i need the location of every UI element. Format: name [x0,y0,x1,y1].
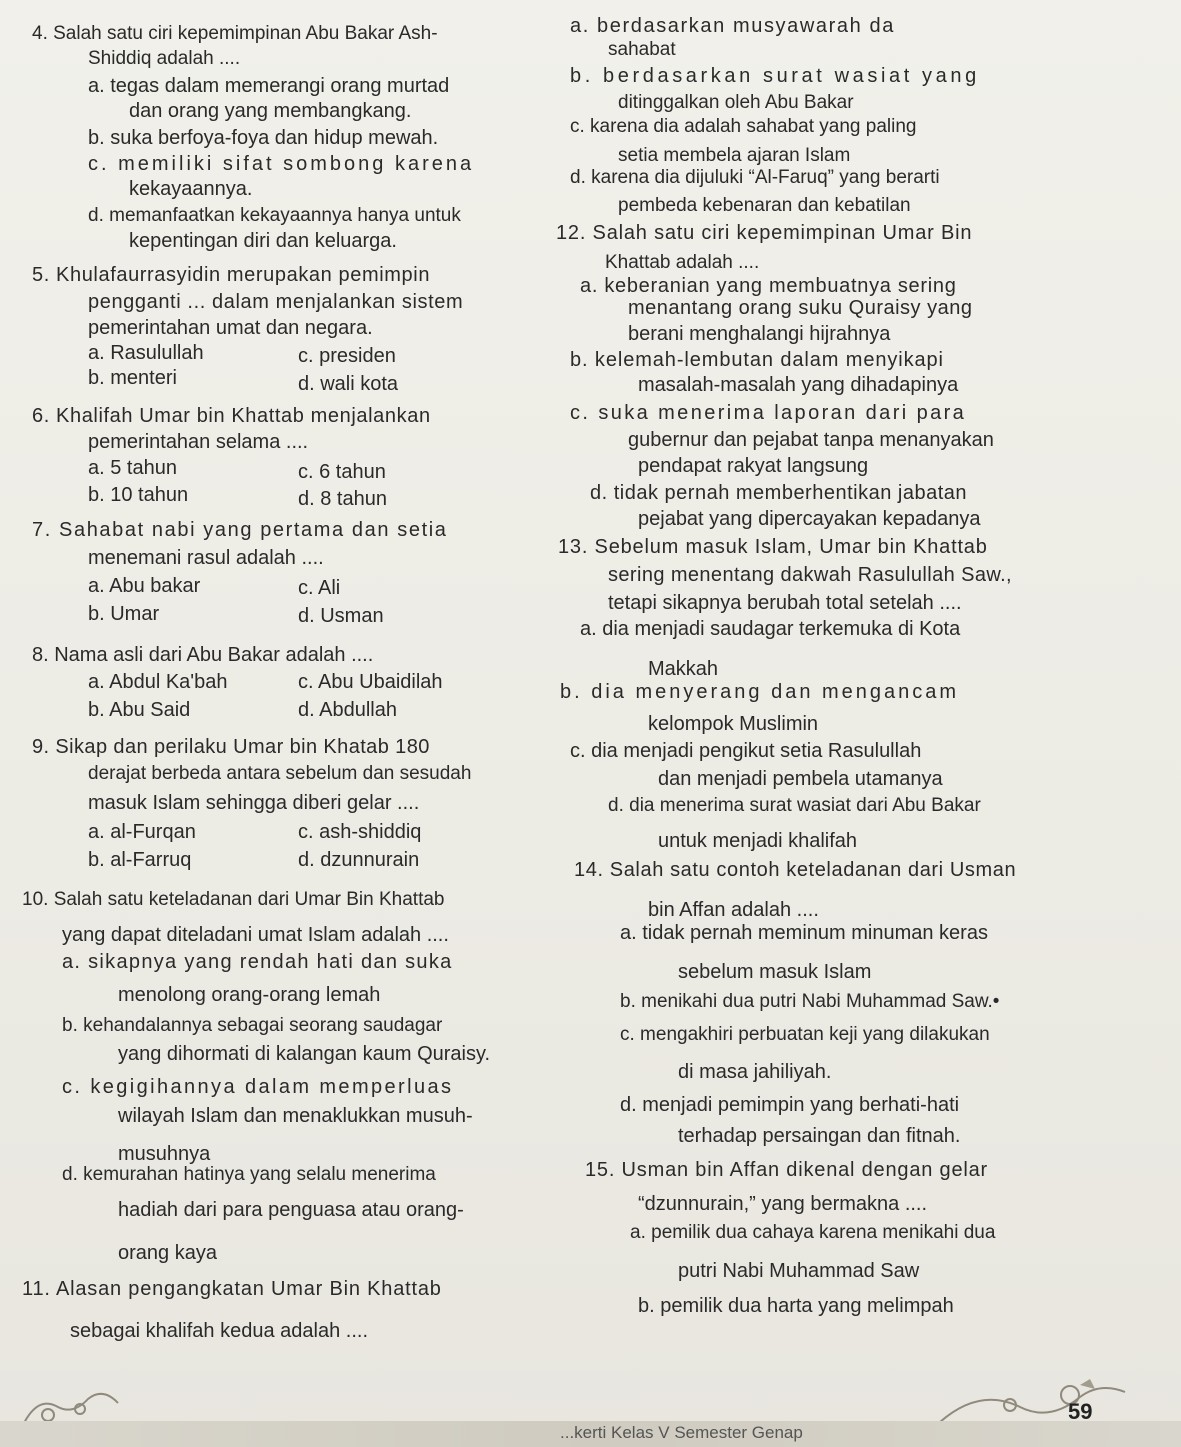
footer-book-title: ...kerti Kelas V Semester Genap [560,1423,803,1442]
question-14-option-c-cont: di masa jahiliyah. [678,1061,832,1083]
question-9-option-b: b. al-Farruq [88,849,192,871]
question-4-option-d-cont: kepentingan diri dan keluarga. [129,230,397,252]
question-5-option-c: c. presiden [298,345,396,367]
question-12-option-b-cont: masalah-masalah yang dihadapinya [638,374,959,396]
question-11-option-d: d. karena dia dijuluki “Al-Faruq” yang berarti [570,167,940,188]
question-13-option-b-cont: kelompok Muslimin [648,713,819,735]
question-12-option-c-cont2: pendapat rakyat langsung [638,455,869,477]
question-7-stem: 7. Sahabat nabi yang pertama dan setia [32,519,448,541]
question-10-option-b-cont: yang dihormati di kalangan kaum Quraisy. [118,1043,491,1065]
question-11-option-b-cont: ditinggalkan oleh Abu Bakar [618,92,854,113]
question-11-option-d-cont: pembeda kebenaran dan kebatilan [618,195,911,216]
question-14-option-b: b. menikahi dua putri Nabi Muhammad Saw.• [620,991,1000,1012]
question-10-stem: 10. Salah satu keteladanan dari Umar Bin Khattab [22,889,445,910]
question-9-option-c: c. ash-shiddiq [298,821,422,843]
question-8-option-a: a. Abdul Ka'bah [88,671,228,693]
question-13-option-d: d. dia menerima surat wasiat dari Abu Bakar [608,795,981,816]
question-5-stem-cont: pengganti ... dalam menjalankan sistem [88,291,464,313]
question-11-option-c: c. karena dia adalah sahabat yang paling [570,116,917,137]
question-15-stem-cont: “dzunnurain,” yang bermakna .... [638,1193,928,1215]
question-9-option-a: a. al-Furqan [88,821,196,843]
question-9-stem: 9. Sikap dan perilaku Umar bin Khatab 180 [32,736,430,758]
question-9-stem-cont: derajat berbeda antara sebelum dan sesudah [88,763,472,784]
question-7-stem-cont: menemani rasul adalah .... [88,547,324,569]
question-4-stem: 4. Salah satu ciri kepemimpinan Abu Bakar Ash- [32,23,438,44]
question-5-stem-cont2: pemerintahan umat dan negara. [88,317,373,339]
question-14-option-a-cont: sebelum masuk Islam [678,961,872,983]
question-12-stem: 12. Salah satu ciri kepemimpinan Umar Bin [556,222,973,244]
question-13-option-a: a. dia menjadi saudagar terkemuka di Kota [580,618,961,640]
question-12-option-a-cont2: berani menghalangi hijrahnya [628,323,891,345]
question-13-stem-cont2: tetapi sikapnya berubah total setelah .... [608,592,962,614]
question-8-option-b: b. Abu Said [88,699,191,721]
question-14-option-c: c. mengakhiri perbuatan keji yang dilakukan [620,1024,990,1045]
question-11-stem: 11. Alasan pengangkatan Umar Bin Khattab [22,1278,442,1300]
question-10-option-a-cont: menolong orang-orang lemah [118,984,381,1006]
question-6-option-c: c. 6 tahun [298,461,386,483]
question-10-stem-cont: yang dapat diteladani umat Islam adalah .... [62,924,449,946]
question-13-option-c-cont: dan menjadi pembela utamanya [658,768,943,790]
question-5-option-b: b. menteri [88,367,177,389]
question-10-option-b: b. kehandalannya sebagai seorang saudagar [62,1015,443,1036]
question-7-option-a: a. Abu bakar [88,575,201,597]
question-15-stem: 15. Usman bin Affan dikenal dengan gelar [585,1159,989,1181]
question-13-option-c: c. dia menjadi pengikut setia Rasulullah [570,740,922,762]
question-4-option-a-cont: dan orang yang membangkang. [129,100,412,122]
question-11-option-c-cont: setia membela ajaran Islam [618,145,851,166]
question-9-option-d: d. dzunnurain [298,849,420,871]
question-15-option-b: b. pemilik dua harta yang melimpah [638,1295,954,1317]
question-11-stem-cont: sebagai khalifah kedua adalah .... [70,1320,368,1342]
question-7-option-d: d. Usman [298,605,384,627]
question-6-stem: 6. Khalifah Umar bin Khattab menjalankan [32,405,431,427]
question-10-option-c: c. kegigihannya dalam memperluas [62,1076,454,1098]
question-14-option-d-cont: terhadap persaingan dan fitnah. [678,1125,961,1147]
question-12-option-d: d. tidak pernah memberhentikan jabatan [590,482,968,504]
question-15-option-a-cont: putri Nabi Muhammad Saw [678,1260,920,1282]
question-14-option-d: d. menjadi pemimpin yang berhati-hati [620,1094,960,1116]
question-12-stem-cont: Khattab adalah .... [605,252,760,273]
question-12-option-a: a. keberanian yang membuatnya sering [580,275,957,297]
question-13-option-d-cont: untuk menjadi khalifah [658,830,858,852]
question-12-option-c-cont: gubernur dan pejabat tanpa menanyakan [628,429,994,451]
question-9-stem-cont2: masuk Islam sehingga diberi gelar .... [88,792,420,814]
question-6-option-d: d. 8 tahun [298,488,387,510]
question-14-option-a: a. tidak pernah meminum minuman keras [620,922,988,944]
question-10-option-c-cont: wilayah Islam dan menaklukkan musuh- [118,1105,473,1127]
question-4-option-a: a. tegas dalam memerangi orang murtad [88,75,450,97]
question-4-option-b: b. suka berfoya-foya dan hidup mewah. [88,127,439,149]
question-11-option-b: b. berdasarkan surat wasiat yang [570,65,980,87]
question-6-option-a: a. 5 tahun [88,457,177,479]
question-4-stem-cont: Shiddiq adalah .... [88,48,241,69]
floral-ornament-right-icon [930,1377,1130,1427]
question-4-option-d: d. memanfaatkan kekayaannya hanya untuk [88,205,461,226]
question-11-option-a: a. berdasarkan musyawarah da [570,15,895,37]
page-number: 59 [1068,1399,1093,1424]
question-10-option-d-cont: hadiah dari para penguasa atau orang- [118,1199,464,1221]
question-14-stem-cont: bin Affan adalah .... [648,899,819,921]
question-8-option-d: d. Abdullah [298,699,397,721]
question-12-option-a-cont: menantang orang suku Quraisy yang [628,297,973,319]
page-footer [0,1377,1181,1447]
question-10-option-d: d. kemurahan hatinya yang selalu menerima [62,1164,436,1185]
question-13-option-b: b. dia menyerang dan mengancam [560,681,960,703]
question-12-option-c: c. suka menerima laporan dari para [570,402,967,424]
question-14-stem: 14. Salah satu contoh keteladanan dari Usman [574,859,1017,881]
question-7-option-c: c. Ali [298,577,341,599]
question-4-option-c: c. memiliki sifat sombong karena [88,153,475,175]
question-8-option-c: c. Abu Ubaidilah [298,671,443,693]
question-10-option-a: a. sikapnya yang rendah hati dan suka [62,951,453,973]
question-6-stem-cont: pemerintahan selama .... [88,431,309,453]
question-5-option-d: d. wali kota [298,373,399,395]
question-10-option-c-cont2: musuhnya [118,1143,211,1165]
question-13-stem: 13. Sebelum masuk Islam, Umar bin Khattab [558,536,988,558]
question-8-stem: 8. Nama asli dari Abu Bakar adalah .... [32,644,374,666]
question-12-option-d-cont: pejabat yang dipercayakan kepadanya [638,508,981,530]
question-13-stem-cont: sering menentang dakwah Rasulullah Saw., [608,564,1013,586]
question-10-option-d-cont2: orang kaya [118,1242,217,1264]
question-12-option-b: b. kelemah-lembutan dalam menyikapi [570,349,944,371]
question-6-option-b: b. 10 tahun [88,484,189,506]
question-11-option-a-cont: sahabat [608,39,676,60]
question-7-option-b: b. Umar [88,603,160,625]
question-13-option-a-cont: Makkah [648,658,719,680]
question-5-option-a: a. Rasulullah [88,342,204,364]
question-4-option-c-cont: kekayaannya. [129,178,253,200]
question-5-stem: 5. Khulafaurrasyidin merupakan pemimpin [32,264,431,286]
question-15-option-a: a. pemilik dua cahaya karena menikahi dua [630,1222,996,1243]
